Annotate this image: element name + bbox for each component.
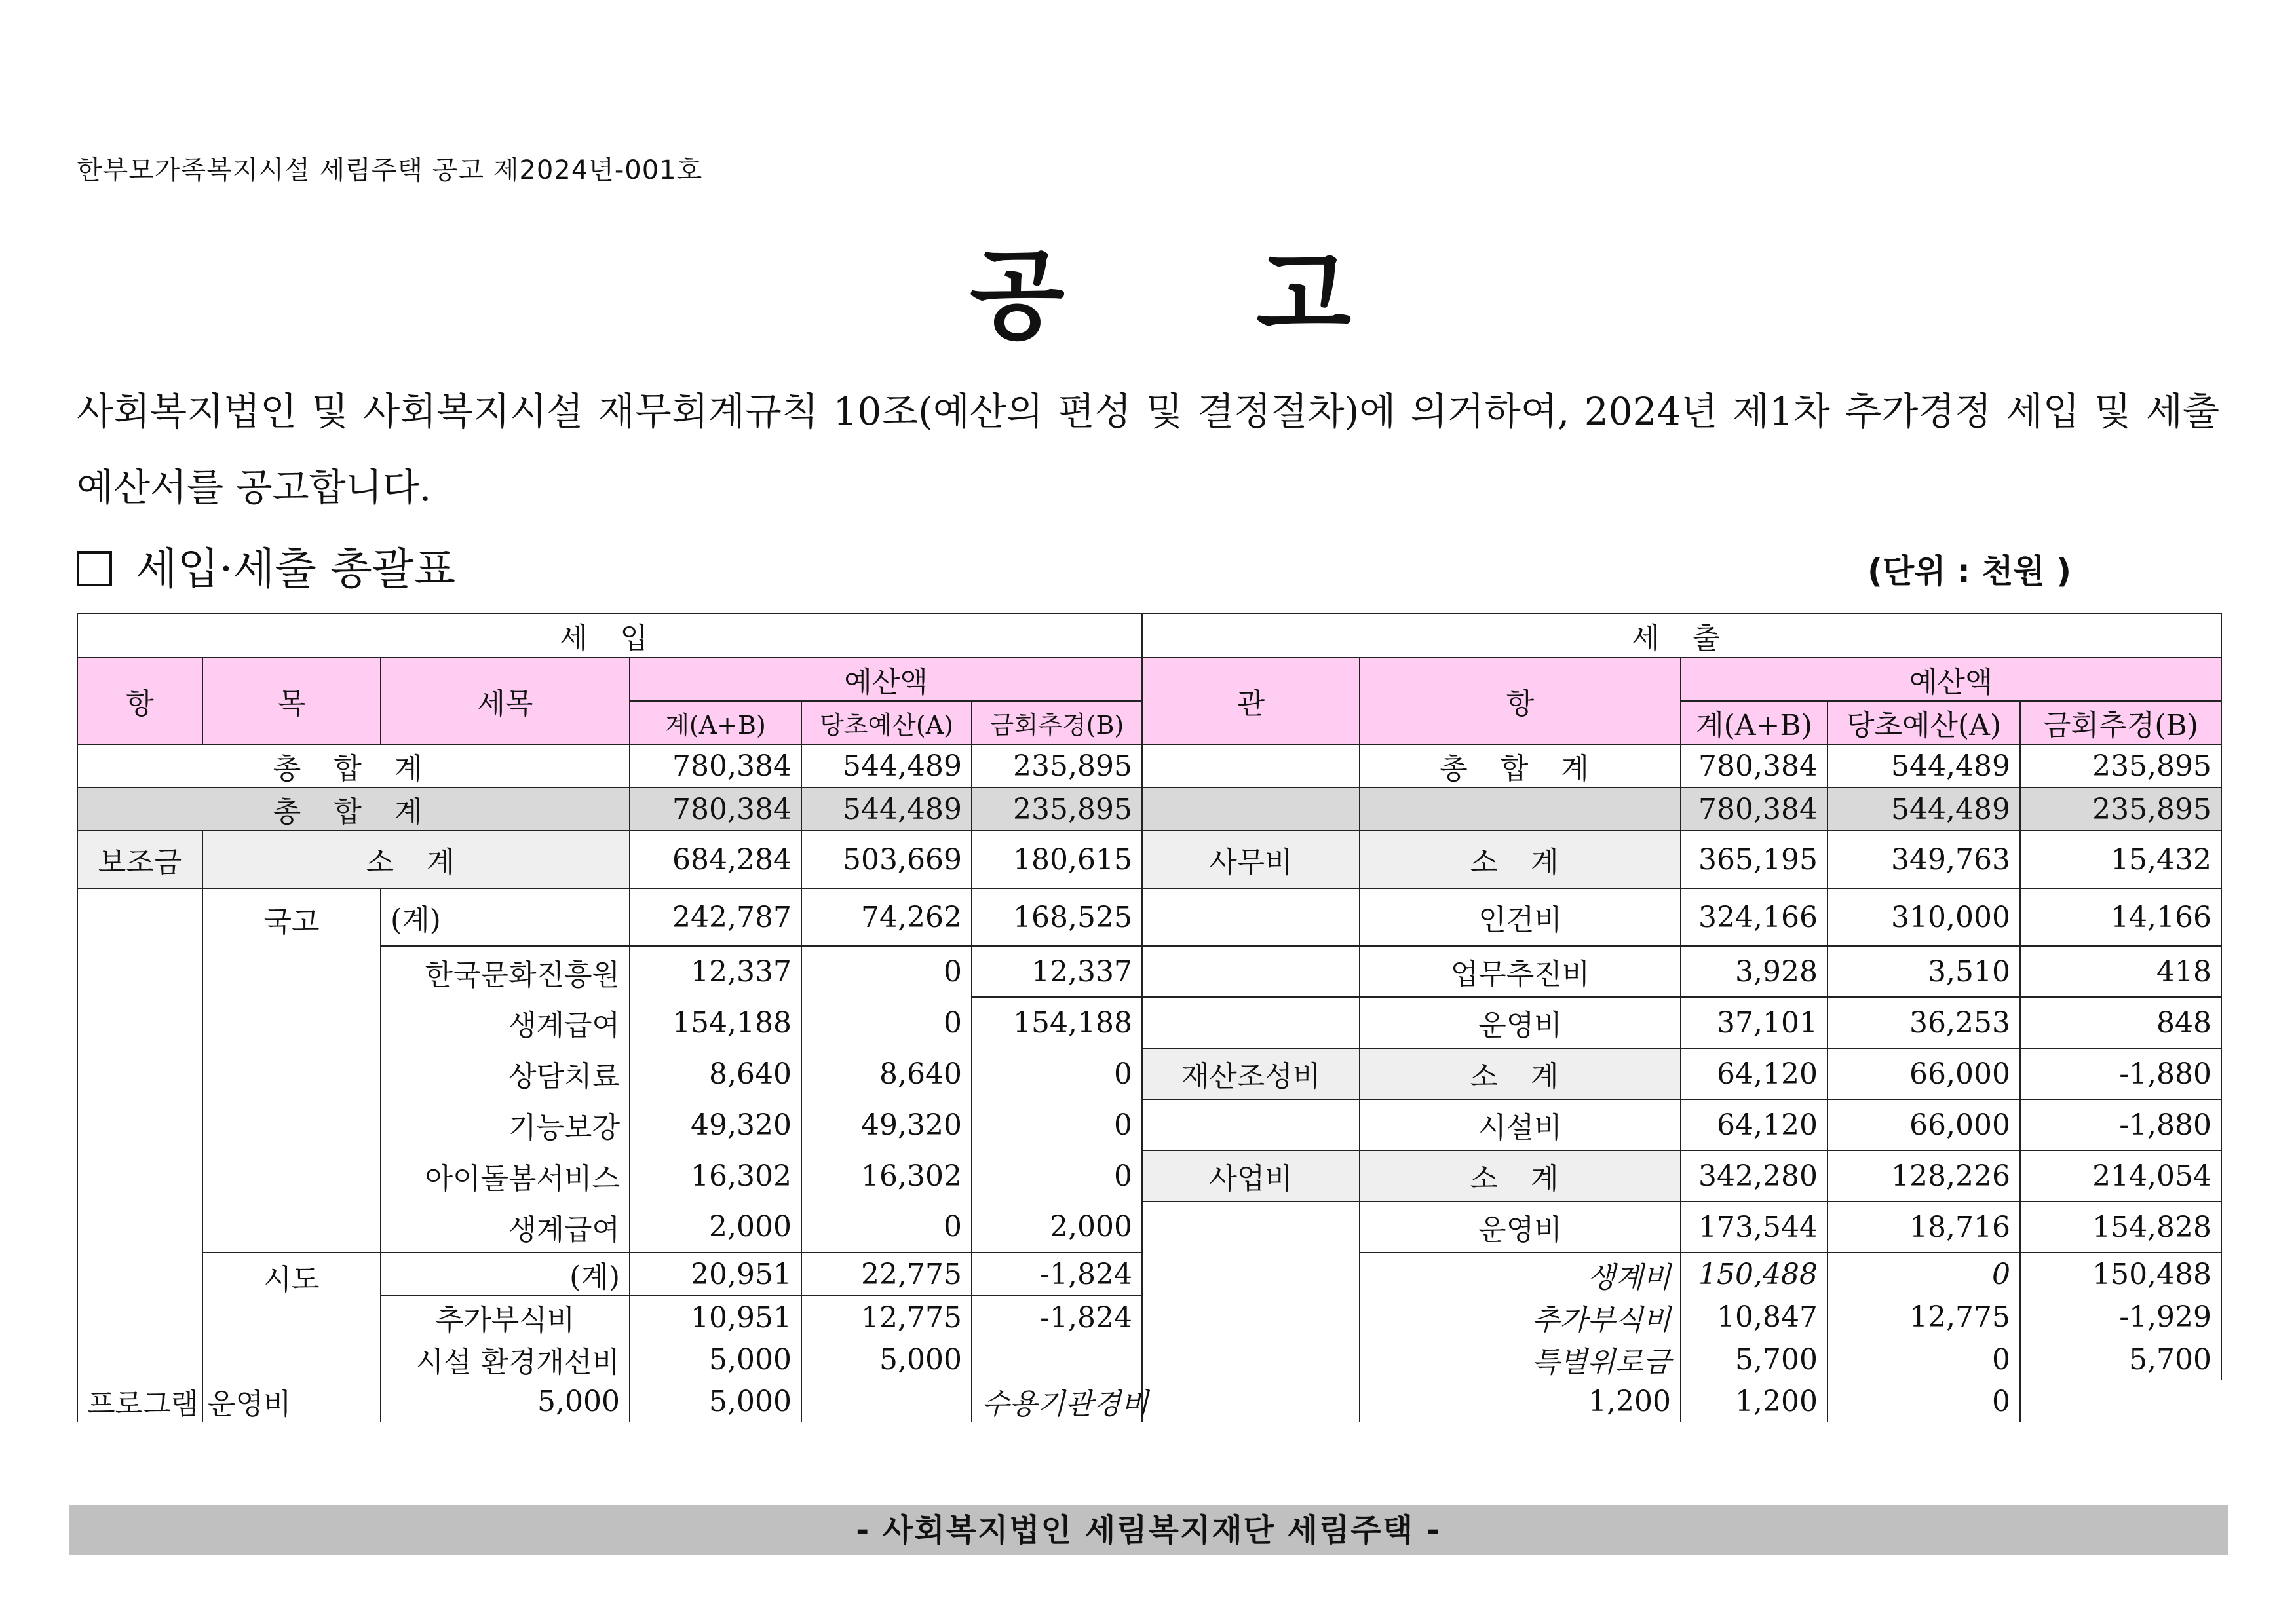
cell: 342,280 — [1681, 1150, 1827, 1201]
cell: 3,928 — [1681, 946, 1827, 997]
cell: 324,166 — [1681, 888, 1827, 946]
cell: 214,054 — [2020, 1150, 2221, 1201]
col-initial-expense: 당초예산(A) — [1827, 701, 2020, 744]
cell: 0 — [801, 997, 972, 1048]
cell: 수용기관경비 — [972, 1380, 1142, 1422]
cell — [1142, 888, 1360, 946]
cell: 18,716 — [1827, 1201, 2020, 1253]
cell: 780,384 — [1681, 744, 1827, 787]
cell: 16,302 — [801, 1150, 972, 1201]
table-row — [77, 1201, 2221, 1253]
hang-subsidy: 보조금 — [77, 831, 202, 888]
col-hang: 항 — [77, 658, 202, 744]
cell: 74,262 — [801, 888, 972, 946]
cell — [1142, 787, 1360, 831]
notice-number: 한부모가족복지시설 세림주택 공고 제2024년-001호 — [77, 155, 703, 185]
cell: 780,384 — [630, 787, 801, 831]
cell: 소 계 — [1360, 1150, 1681, 1201]
expense-header: 세 출 — [1142, 613, 2221, 658]
cell: -1,880 — [2020, 1099, 2221, 1150]
subtotal-label-expense: 소 계 — [1360, 831, 1681, 888]
cell: -1,824 — [972, 1296, 1142, 1338]
cell: 5,000 — [630, 1380, 801, 1422]
cell: 운영비 — [1360, 1201, 1681, 1253]
cell: 0 — [972, 1048, 1142, 1099]
cell: 150,488 — [2020, 1253, 2221, 1296]
cell: 운영비 — [1360, 997, 1681, 1048]
cell — [972, 1338, 1142, 1380]
cell: 684,284 — [630, 831, 801, 888]
cell: 14,166 — [2020, 888, 2221, 946]
page-title: 공 고 — [970, 239, 1352, 353]
col-budget-expense: 예산액 — [1681, 658, 2221, 701]
cell: -1,929 — [2020, 1296, 2221, 1338]
cell: 생계급여 — [381, 997, 630, 1048]
table-row — [77, 888, 2221, 946]
cell — [1142, 997, 1360, 1048]
col-total: 계(A+B) — [630, 701, 801, 744]
cell: 1,200 — [1681, 1380, 1827, 1422]
col-budget: 예산액 — [630, 658, 1142, 701]
cell: 0 — [972, 1150, 1142, 1201]
cell: 0 — [972, 1099, 1142, 1150]
cell: 235,895 — [972, 787, 1142, 831]
cell: 544,489 — [801, 744, 972, 787]
section-title — [77, 534, 455, 596]
cell — [801, 1380, 972, 1422]
cell: 시설비 — [1360, 1099, 1681, 1150]
cell — [1360, 787, 1681, 831]
cell: 생계비 — [1360, 1253, 1681, 1296]
cell: 0 — [1827, 1253, 2020, 1296]
cell: 235,895 — [2020, 744, 2221, 787]
cell: 아이돌봄서비스 — [381, 1150, 630, 1201]
gwan-property: 재산조성비 — [1142, 1048, 1360, 1099]
cell: 시설 환경개선비 — [381, 1338, 630, 1380]
table-row — [77, 787, 2221, 831]
cell: 0 — [801, 1201, 972, 1253]
col-hang-expense: 항 — [1360, 658, 1681, 744]
grand-total-label: 총 합 계 — [77, 744, 630, 787]
cell: 180,615 — [972, 831, 1142, 888]
table-row — [77, 1150, 2221, 1201]
cell: 한국문화진흥원 — [381, 946, 630, 997]
mok-gukgo: 국고 — [202, 888, 381, 1253]
cell: 0 — [1827, 1380, 2020, 1422]
table-row — [77, 831, 2221, 888]
col-supp-expense: 금회추경(B) — [2020, 701, 2221, 744]
cell: 추가부식비 — [1360, 1296, 1681, 1338]
section-title-text: 세입·세출 총괄표 — [136, 544, 456, 594]
col-semok: 세목 — [381, 658, 630, 744]
cell: 418 — [2020, 946, 2221, 997]
cell: 154,188 — [630, 997, 801, 1048]
cell: 22,775 — [801, 1253, 972, 1296]
cell: 20,951 — [630, 1253, 801, 1296]
cell: 66,000 — [1827, 1099, 2020, 1150]
cell: (계) — [381, 888, 630, 946]
cell: 848 — [2020, 997, 2221, 1048]
col-mok: 목 — [202, 658, 381, 744]
table-row — [77, 1099, 2221, 1150]
cell: 168,525 — [972, 888, 1142, 946]
cell: -1,880 — [2020, 1048, 2221, 1099]
cell: 15,432 — [2020, 831, 2221, 888]
cell: 2,000 — [972, 1201, 1142, 1253]
col-gwan: 관 — [1142, 658, 1360, 744]
cell: 37,101 — [1681, 997, 1827, 1048]
gwan-project: 사업비 — [1142, 1150, 1360, 1201]
cell: 상담치료 — [381, 1048, 630, 1099]
cell — [1142, 1201, 1360, 1422]
cell: 0 — [801, 946, 972, 997]
cell: 소 계 — [1360, 1048, 1681, 1099]
cell: 235,895 — [972, 744, 1142, 787]
cell: 생계급여 — [381, 1201, 630, 1253]
table-row — [77, 946, 2221, 997]
cell: 8,640 — [801, 1048, 972, 1099]
cell: 66,000 — [1827, 1048, 2020, 1099]
cell: 544,489 — [801, 787, 972, 831]
cell: 3,510 — [1827, 946, 2020, 997]
cell: (계) — [381, 1253, 630, 1296]
income-header: 세 입 — [77, 613, 1142, 658]
col-supp: 금회추경(B) — [972, 701, 1142, 744]
cell: 242,787 — [630, 888, 801, 946]
col-initial: 당초예산(A) — [801, 701, 972, 744]
budget-summary-table — [77, 613, 2222, 1422]
cell: 기능보강 — [381, 1099, 630, 1150]
grand-total-label-expense: 총 합 계 — [1360, 744, 1681, 787]
cell: 추가부식비 — [381, 1296, 630, 1338]
cell: 업무추진비 — [1360, 946, 1681, 997]
cell: 5,700 — [2020, 1338, 2221, 1380]
unit-label: (단위 : 천원 ) — [1867, 552, 2072, 590]
cell: 154,828 — [2020, 1201, 2221, 1253]
cell: 780,384 — [630, 744, 801, 787]
footer-bar: - 사회복지법인 세림복지재단 세림주택 - — [69, 1505, 2228, 1555]
table-row — [77, 997, 2221, 1048]
cell: -1,824 — [972, 1253, 1142, 1296]
cell: 2,000 — [630, 1201, 801, 1253]
cell: 503,669 — [801, 831, 972, 888]
cell: 5,000 — [630, 1338, 801, 1380]
cell: 64,120 — [1681, 1048, 1827, 1099]
cell: 154,188 — [972, 997, 1142, 1048]
cell — [77, 888, 202, 1380]
cell: 인건비 — [1360, 888, 1681, 946]
table-row — [77, 744, 2221, 787]
cell: 173,544 — [1681, 1201, 1827, 1253]
cell: 16,302 — [630, 1150, 801, 1201]
cell: 10,951 — [630, 1296, 801, 1338]
cell: 310,000 — [1827, 888, 2020, 946]
checkbox-square-icon — [77, 551, 112, 586]
grand-total-label: 총 합 계 — [77, 787, 630, 831]
col-total-expense: 계(A+B) — [1681, 701, 1827, 744]
cell: 프로그램 운영비 — [77, 1380, 202, 1422]
notice-body-text: 사회복지법인 및 사회복지시설 재무회계규칙 10조(예산의 편성 및 결정절차)에 의거하여, 2024년 제1차 추가경정 세입 및 세출 예산서를 공고합니다. — [77, 389, 2219, 510]
cell — [1142, 1099, 1360, 1150]
cell: 12,337 — [972, 946, 1142, 997]
cell: 36,253 — [1827, 997, 2020, 1048]
cell: 349,763 — [1827, 831, 2020, 888]
cell: 780,384 — [1681, 787, 1827, 831]
table-row — [77, 1048, 2221, 1099]
mok-sido: 시도 — [202, 1253, 381, 1422]
cell: 5,000 — [381, 1380, 630, 1422]
cell — [1142, 946, 1360, 997]
cell: 12,775 — [1827, 1296, 2020, 1338]
cell: 10,847 — [1681, 1296, 1827, 1338]
cell: 0 — [1827, 1338, 2020, 1380]
subtotal-label: 소 계 — [202, 831, 630, 888]
cell: 5,000 — [801, 1338, 972, 1380]
cell: 1,200 — [1360, 1380, 1681, 1422]
gwan-office: 사무비 — [1142, 831, 1360, 888]
cell: 235,895 — [2020, 787, 2221, 831]
cell: 5,700 — [1681, 1338, 1827, 1380]
cell: 64,120 — [1681, 1099, 1827, 1150]
cell: 49,320 — [801, 1099, 972, 1150]
cell: 365,195 — [1681, 831, 1827, 888]
cell: 544,489 — [1827, 787, 2020, 831]
cell: 12,775 — [801, 1296, 972, 1338]
cell: 128,226 — [1827, 1150, 2020, 1201]
cell: 12,337 — [630, 946, 801, 997]
cell — [1142, 744, 1360, 787]
cell: 544,489 — [1827, 744, 2020, 787]
cell: 특별위로금 — [1360, 1338, 1681, 1380]
cell: 49,320 — [630, 1099, 801, 1150]
cell: 150,488 — [1681, 1253, 1827, 1296]
cell: 8,640 — [630, 1048, 801, 1099]
